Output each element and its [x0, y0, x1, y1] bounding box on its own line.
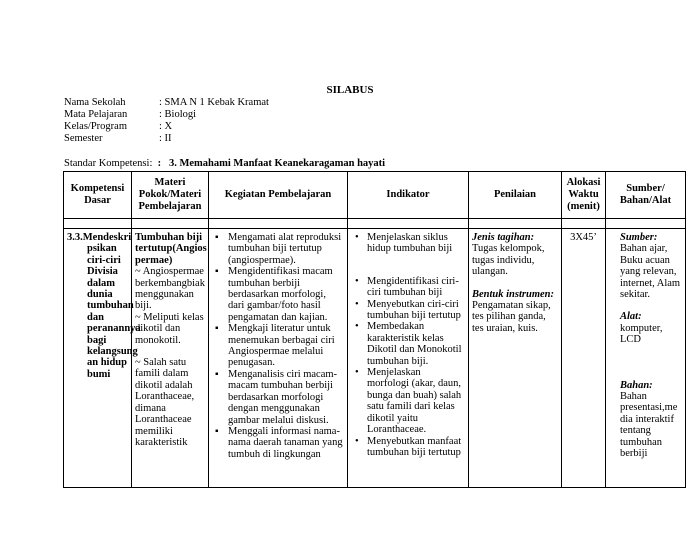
- kompetensi-number: 3.3.Mendeskri: [67, 232, 132, 243]
- list-item: • Membedakan karakteristik kelas Dikotil dan Monokotil tumbuhan biji.: [351, 321, 465, 367]
- standar-kompetensi: Standar Kompetensi: : 3. Memahami Manfaat Keanekaragaman hayati: [64, 158, 386, 169]
- meta-row-semester: Semester : II: [64, 133, 172, 144]
- kompetensi-text: psikan ciri-ciri Divisia dalam dunia tumbuhan dan peranannya bagi kelangsung an hidup bumi: [87, 243, 141, 380]
- header-kegiatan: Kegiatan Pembelajaran: [209, 172, 348, 219]
- materi-point: ~ Salah satu famili dalam dikotil adalah Loranthaceae, dimana Loranthaceae memiliki karakteristik: [135, 357, 195, 448]
- jenis-tagihan-label: Jenis tagihan:: [472, 232, 535, 243]
- indikator-cell: [348, 229, 469, 488]
- kegiatan-cell: [209, 229, 348, 488]
- spacer-row: [64, 219, 686, 229]
- sumber-value: Bahan ajar, Buku acuan yang relevan, internet, Alam sekitar.: [620, 243, 681, 301]
- bentuk-instrumen-value: Pengamatan sikap, tes pilihan ganda, tes uraian, kuis.: [472, 300, 551, 334]
- list-item: ▪ Mengkaji literatur untuk menemukan berbagai ciri Angiospermae melalui penugasan.: [212, 323, 344, 369]
- school-info: [64, 97, 269, 145]
- header-materi: Materi Pokok/Materi Pembelajaran: [132, 172, 209, 219]
- header-kompetensi: Kompetensi Dasar: [64, 172, 132, 219]
- list-item: • Mengidentifikasi ciri-ciri tumbuhan biji: [351, 276, 465, 299]
- list-item: • Menyebutkan manfaat tumbuhan biji tertutup: [351, 436, 465, 459]
- kompetensi-cell: [64, 229, 141, 488]
- document-title: SILABUS: [326, 84, 374, 96]
- meta-row-school: Nama Sekolah : SMA N 1 Kebak Kramat: [64, 97, 269, 108]
- meta-row-class: Kelas/Program : X: [64, 121, 173, 132]
- jenis-tagihan-value: Tugas kelompok, tugas individu, ulangan.: [472, 243, 545, 278]
- alokasi-cell: [562, 229, 606, 488]
- materi-cell: [132, 229, 209, 488]
- table-header-row: [64, 172, 686, 219]
- header-sumber: Sumber/ Bahan/Alat: [606, 172, 686, 219]
- sumber-cell: [606, 229, 686, 488]
- penilaian-cell: [469, 229, 562, 488]
- meta-row-subject: Mata Pelajaran : Biologi: [64, 109, 197, 120]
- list-item: ▪ Mengamati alat reproduksi tumbuhan biji tertutup (angiospermae).: [212, 232, 344, 266]
- bahan-label: Bahan:: [620, 379, 653, 391]
- alat-value: komputer, LCD: [620, 322, 663, 346]
- bahan-value: Bahan presentasi,me dia interaktif tentang tumbuhan berbiji: [620, 391, 678, 460]
- header-penilaian: Penilaian: [469, 172, 562, 219]
- alat-label: Alat:: [620, 311, 642, 323]
- bentuk-instrumen-label: Bentuk instrumen:: [472, 288, 554, 300]
- header-alokasi: Alokasi Waktu (menit): [562, 172, 606, 219]
- sumber-label: Sumber:: [620, 232, 658, 243]
- list-item: ▪ Mengidentifikasi macam tumbuhan berbiji berdasarkan morfologi, dari gambar/foto hasil pengamatan dan kajian.: [212, 266, 344, 323]
- table-row: [64, 229, 686, 488]
- materi-point: ~ Angiospermae berkembangbiak menggunakan biji.: [135, 266, 205, 312]
- list-item: ▪ Menggali informasi nama-nama daerah tanaman yang tumbuh di lingkungan: [212, 426, 344, 460]
- syllabus-table: [63, 171, 686, 488]
- materi-title: Tumbuhan biji tertutup(Angios permae): [135, 232, 207, 266]
- header-indikator: Indikator: [348, 172, 469, 219]
- list-item: • Menyebutkan ciri-ciri tumbuhan biji tertutup: [351, 299, 465, 322]
- list-item: ▪ Menganalisis ciri macam-macam tumbuhan berbiji berdasarkan morfologi dengan menggunakan gambar melalui diskusi.: [212, 369, 344, 426]
- list-item: • Menjelaskan siklus hidup tumbuhan biji: [351, 232, 465, 255]
- alokasi-value: 3X45’: [570, 232, 597, 243]
- materi-point: ~ Meliputi kelas dikotil dan monokotil.: [135, 311, 204, 346]
- list-item: • Menjelaskan morfologi (akar, daun, bunga dan buah) salah satu famili dari kelas dikotil yaitu Loranthaceae.: [351, 367, 465, 435]
